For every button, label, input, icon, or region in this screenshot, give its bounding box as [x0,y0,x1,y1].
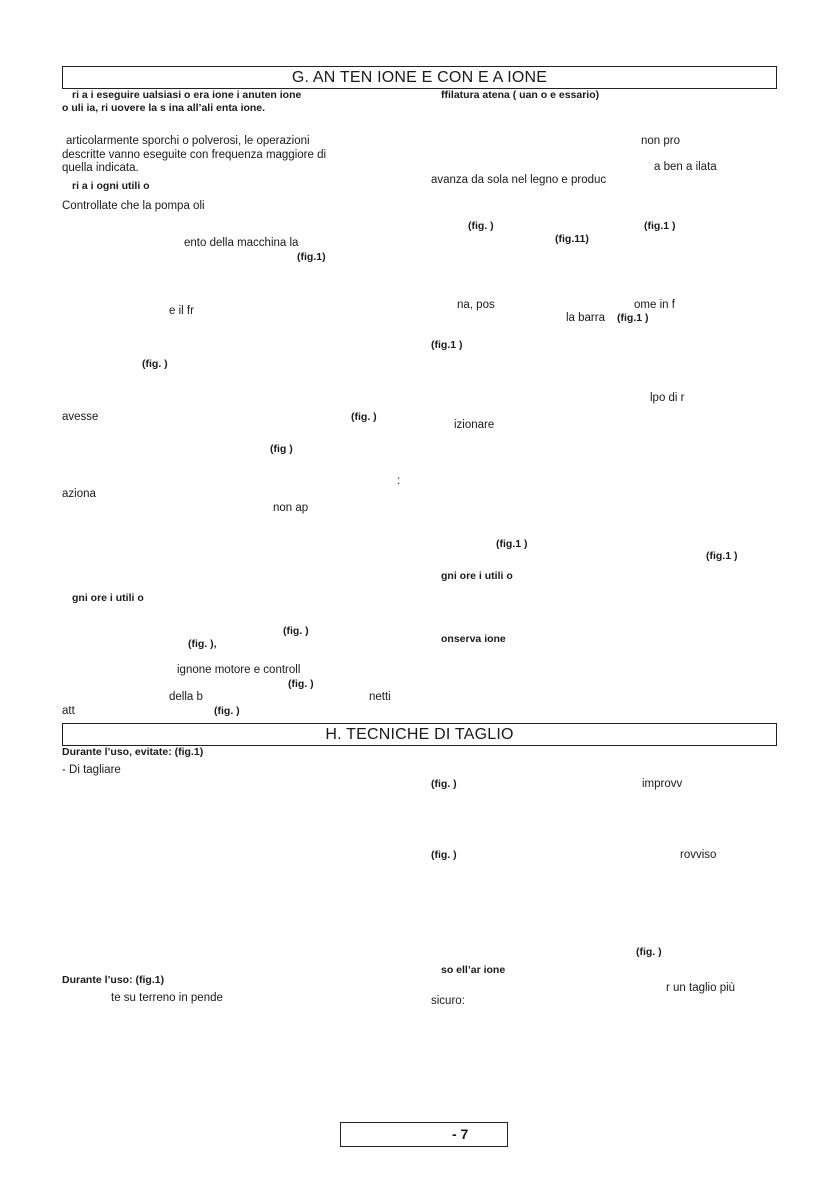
storage-heading: onserva ione [441,633,506,645]
fig-ref: (fig.1) [297,251,326,263]
avesse-fragment: avesse [62,411,99,423]
warning-line-2: o uli ia, ri uovere la s ina all’ali enta ione. [62,102,266,114]
fig-ref: (fig.1 ) [644,220,676,232]
page-number: - 7 [452,1126,469,1142]
come-in-f-fragment: ome in f [634,299,675,311]
every-hours-heading-right: gni ore i utili o [441,570,513,582]
fig-ref: (fig.1 ) [617,312,649,324]
fig-ref: (fig. ) [431,849,457,861]
warning-line-1: ri a i eseguire ualsiasi o era ione i anuten ione [72,89,302,101]
avanza-text: avanza da sola nel legno e produc [431,174,607,186]
slope-text: te su terreno in pende [111,992,223,1004]
fig-ref: (fig. ) [351,411,377,423]
fr-fragment: e il fr [169,305,194,317]
dirty-conditions-line-1: articolarmente sporchi o polverosi, le operazioni [66,135,310,147]
section-h-title: H. TECNICHE DI TAGLIO [325,726,514,743]
rovviso-fragment: rovviso [680,849,717,861]
dirty-conditions-line-3: quella indicata. [62,162,139,174]
dirty-conditions-line-2: descritte vanno eseguite con frequenza maggiore di [62,149,327,161]
fig-ref: (fig.1 ) [706,550,738,562]
della-b-fragment: della b [169,691,203,703]
page-number-box [340,1122,508,1147]
fig-ref: (fig. ) [636,946,662,958]
machine-fragment: ento della macchina la [184,237,299,249]
every-hours-heading-left: gni ore i utili o [72,592,144,604]
netti-fragment: netti [369,691,391,703]
lpo-di-r-fragment: lpo di r [650,392,685,404]
la-barra-fragment: la barra [566,312,605,324]
fig-ref: (fig. ) [214,705,240,717]
fig-ref: (fig. ) [142,358,168,370]
avoid-item: - Di tagliare [62,764,121,776]
fig-ref: (fig. ) [468,220,494,232]
before-use-heading: ri a i ogni utili o [72,180,150,192]
section-g-title: G. AN TEN IONE E CON E A IONE [291,69,548,86]
fig-ref: (fig. ) [431,778,457,790]
fig-ref: (fig. ), [188,638,217,650]
fig-ref: (fig. ) [283,625,309,637]
section-h-heading [62,723,777,746]
improvv-fragment: improvv [642,778,683,790]
fig-ref: (fig.1 ) [496,538,528,550]
fig-ref: (fig ) [270,443,293,455]
colon-fragment: : [397,475,401,487]
sicuro-fragment: sicuro: [431,995,465,1007]
pump-check-text: Controllate che la pompa oli [62,200,205,212]
aziona-fragment: aziona [62,488,96,500]
non-pro-fragment: non pro [641,135,681,147]
non-ap-fragment: non ap [273,502,309,514]
avoid-heading: Durante l’uso, evitate: (fig.1) [62,746,204,758]
fig-ref: (fig. ) [288,678,314,690]
safer-cut-fragment: r un taglio più [666,982,736,994]
na-pos-fragment: na, pos [457,299,495,311]
section-g-heading [62,66,777,89]
fig-ref: (fig.11) [555,233,589,245]
izionare-fragment: izionare [454,419,495,431]
ben-ilata-fragment: a ben a ilata [654,161,717,173]
sharpening-heading: ffilatura atena ( uan o e essario) [441,89,600,101]
fig-ref: (fig.1 ) [431,339,463,351]
during-use-heading: Durante l’uso: (fig.1) [62,974,165,986]
spark-plug-fragment: ignone motore e controll [177,664,301,676]
felling-heading: so ell’ar ione [441,964,506,976]
att-fragment: att [62,705,75,717]
